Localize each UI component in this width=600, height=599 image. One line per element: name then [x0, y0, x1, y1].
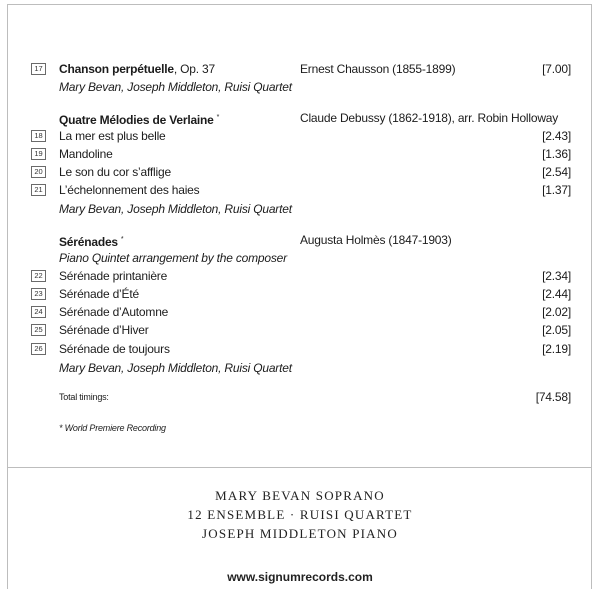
track-title: Sérénade d’Automne [59, 305, 169, 319]
footnote: * World Premiere Recording [59, 423, 166, 433]
track-number: 24 [31, 306, 46, 318]
track-title: L’échelonnement des haies [59, 183, 200, 197]
credit-line-2: 12 ENSEMBLE · RUISI QUARTET [187, 507, 413, 522]
work-heading-debussy [0, 109, 600, 127]
work-title: Sérénades * [59, 235, 124, 249]
track-row-23 [0, 285, 600, 303]
track-title: Sérénade printanière [59, 269, 168, 283]
website-link[interactable]: www.signumrecords.com [227, 570, 373, 584]
track-number: 26 [31, 343, 46, 355]
composer: Claude Debussy (1862-1918), arr. Robin Holloway [300, 111, 559, 125]
track-row-25 [0, 321, 600, 339]
performers-line: Mary Bevan, Joseph Middleton, Ruisi Quartet [59, 361, 292, 375]
duration: [1.37] [542, 183, 571, 197]
composer: Augusta Holmès (1847-1903) [300, 233, 452, 247]
duration: [7.00] [542, 62, 571, 76]
track-row-20 [0, 163, 600, 181]
track-title: La mer est plus belle [59, 129, 166, 143]
composer: Ernest Chausson (1855-1899) [300, 62, 456, 76]
frame-divider [7, 467, 592, 468]
track-number: 21 [31, 184, 46, 196]
track-row-24 [0, 303, 600, 321]
work-heading-holmes [0, 231, 600, 249]
duration: [2.34] [542, 269, 571, 283]
duration: [2.19] [542, 342, 571, 356]
credit-line-1: MARY BEVAN SOPRANO [215, 488, 385, 503]
track-row-18 [0, 127, 600, 145]
credit-line-3: JOSEPH MIDDLETON PIANO [202, 526, 398, 541]
duration: [2.02] [542, 305, 571, 319]
performers-line: Mary Bevan, Joseph Middleton, Ruisi Quartet [59, 80, 292, 94]
track-title: Le son du cor s’afflige [59, 165, 171, 179]
track-number: 25 [31, 324, 46, 336]
track-title: Sérénade d’Hiver [59, 323, 149, 337]
work-title: Chanson perpétuelle, Op. 37 [59, 62, 215, 76]
track-title: Sérénade d’Été [59, 287, 139, 301]
track-number: 19 [31, 148, 46, 160]
track-row-21 [0, 181, 600, 199]
premiere-mark: * [216, 114, 220, 121]
track-row-22 [0, 267, 600, 285]
performers-line: Mary Bevan, Joseph Middleton, Ruisi Quartet [59, 202, 292, 216]
premiere-mark: * [120, 236, 124, 243]
track-number: 22 [31, 270, 46, 282]
track-title: Mandoline [59, 147, 113, 161]
track-title: Sérénade de toujours [59, 342, 170, 356]
total-duration: [74.58] [535, 390, 571, 404]
duration: [2.44] [542, 287, 571, 301]
arrangement-note: Piano Quintet arrangement by the composer [59, 251, 287, 265]
track-number: 20 [31, 166, 46, 178]
work-title: Quatre Mélodies de Verlaine * [59, 113, 220, 127]
total-label: Total timings: [59, 392, 109, 402]
track-row-19 [0, 145, 600, 163]
track-row-17 [0, 60, 600, 78]
track-number: 18 [31, 130, 46, 142]
track-number: 17 [31, 63, 46, 75]
track-number: 23 [31, 288, 46, 300]
duration: [1.36] [542, 147, 571, 161]
duration: [2.43] [542, 129, 571, 143]
duration: [2.54] [542, 165, 571, 179]
duration: [2.05] [542, 323, 571, 337]
track-row-26 [0, 340, 600, 358]
total-timings-row [0, 388, 600, 406]
